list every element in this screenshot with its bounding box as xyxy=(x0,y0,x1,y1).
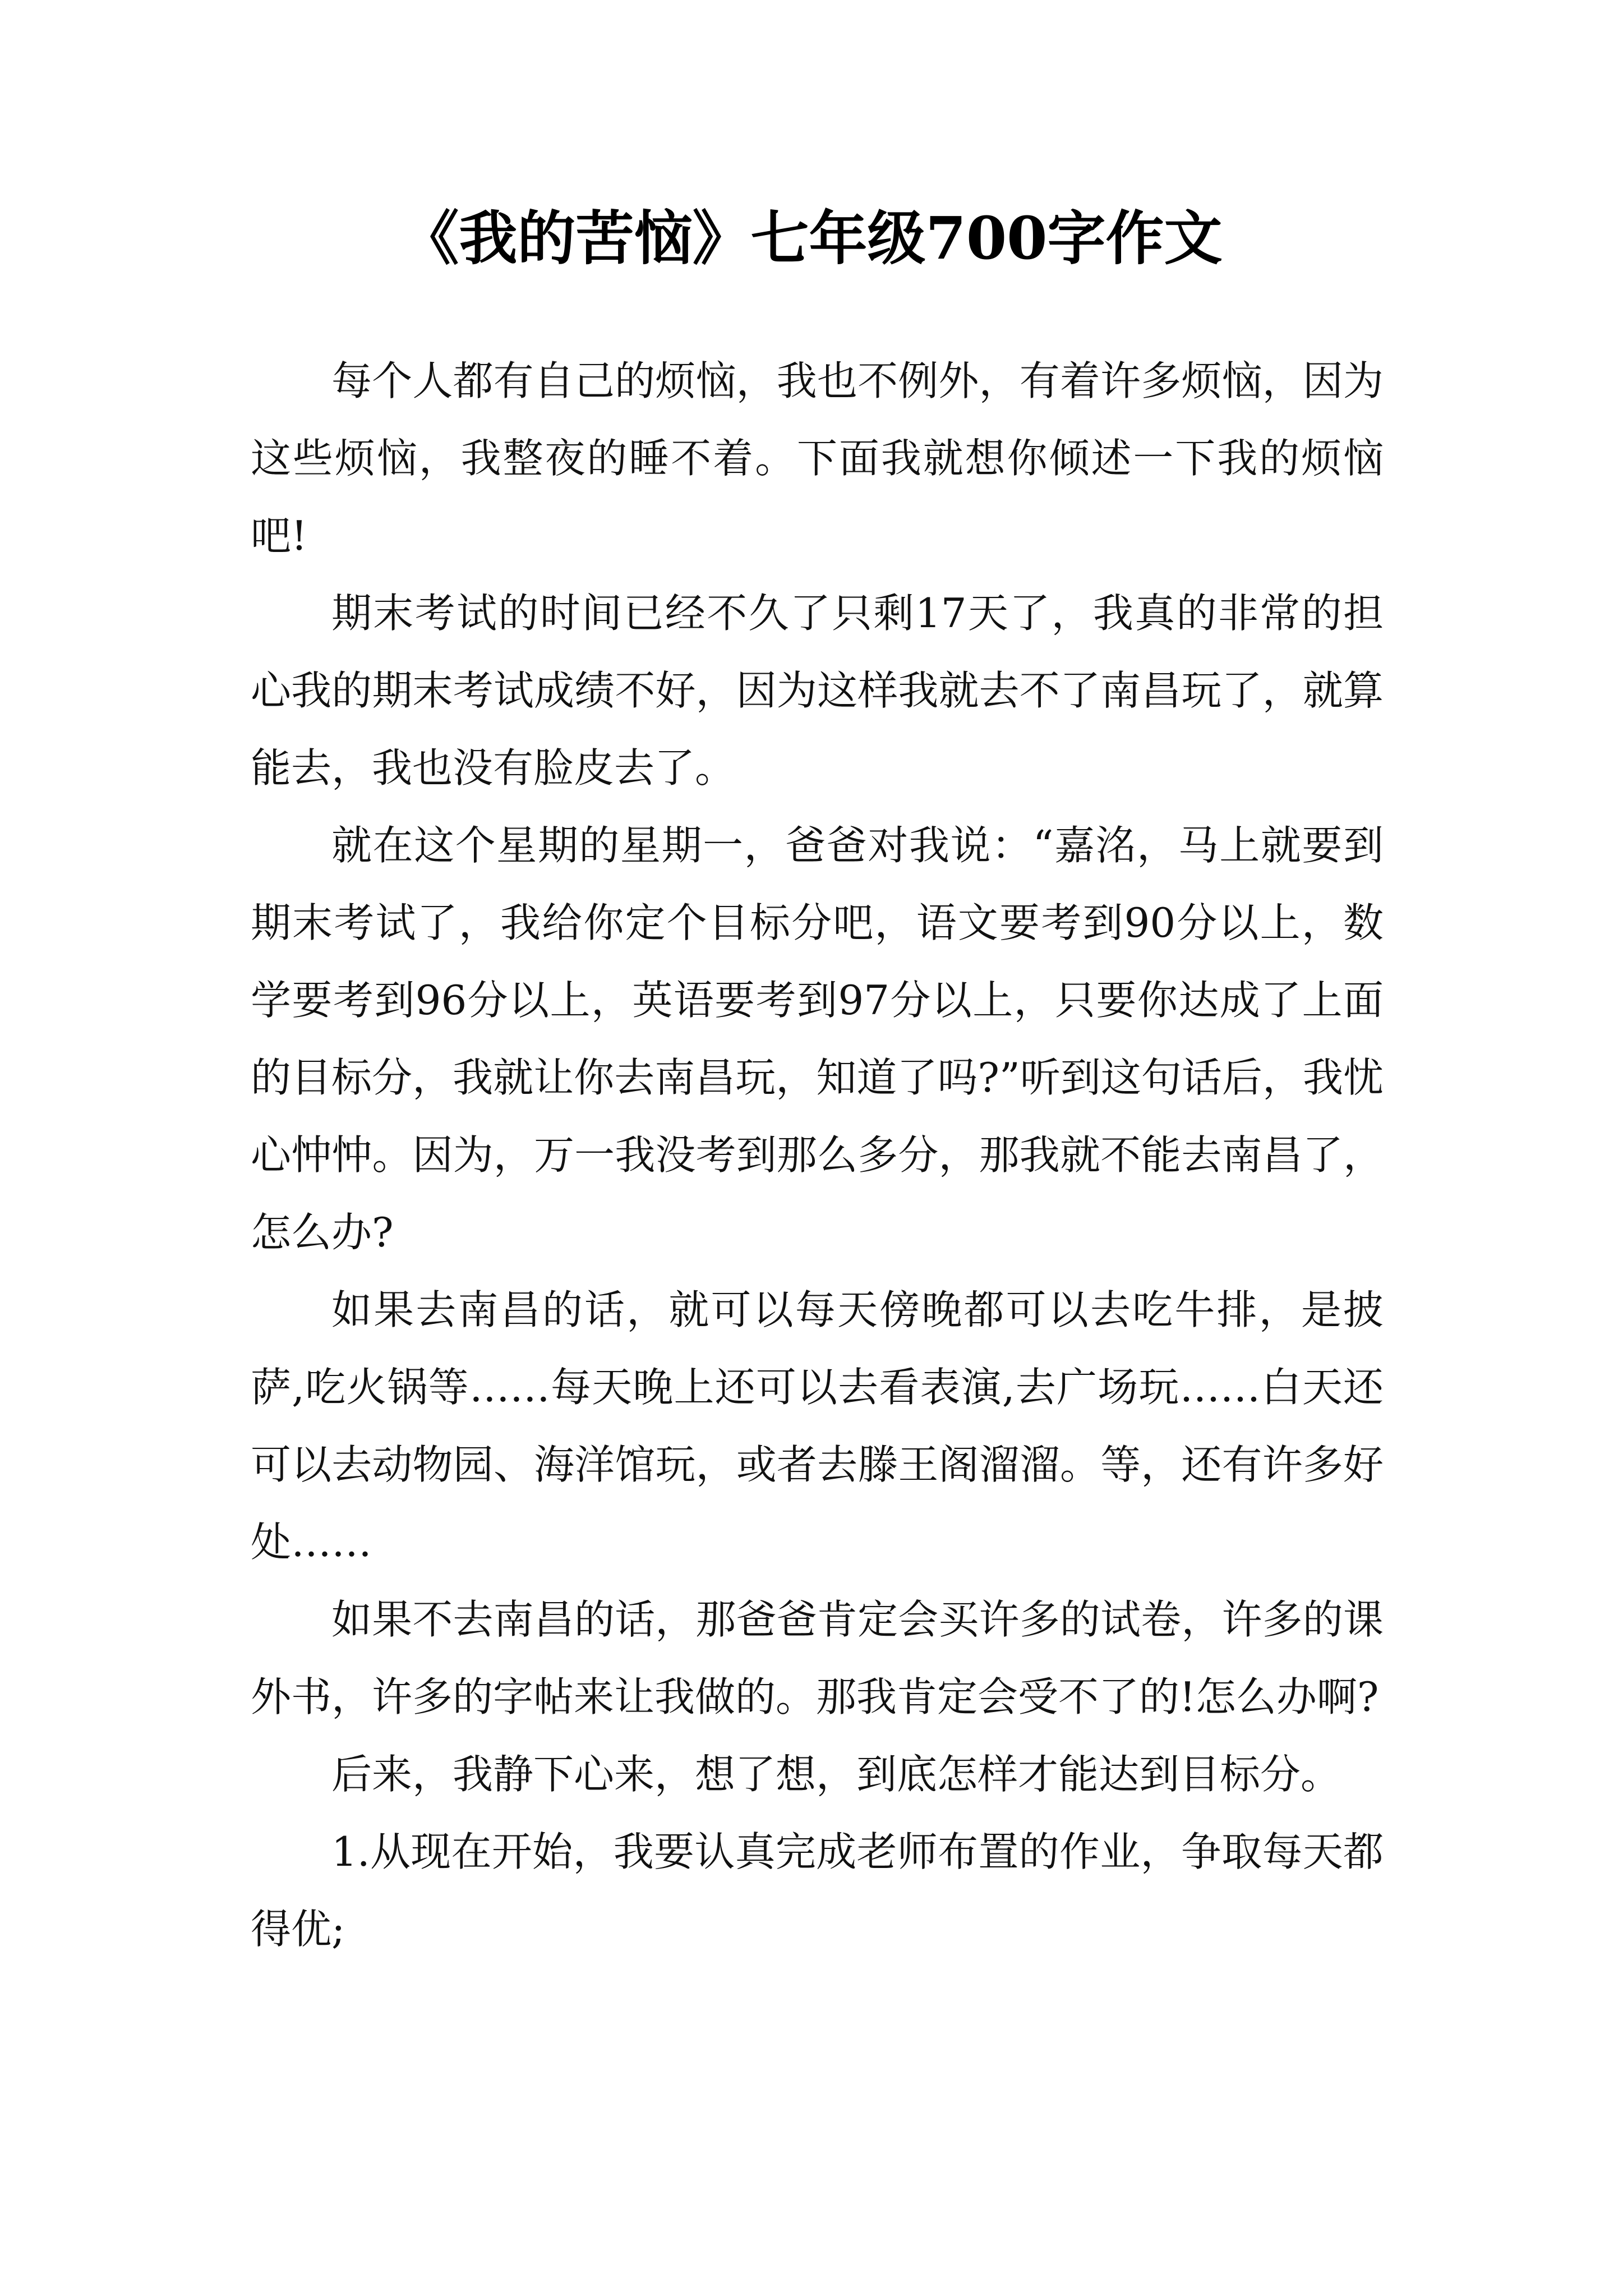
paragraph-5: 如果不去南昌的话，那爸爸肯定会买许多的试卷，许多的课外书，许多的字帖来让我做的。那我肯定会受不了的!怎么办啊? xyxy=(251,1596,1384,1720)
paragraph-2: 期末考试的时间已经不久了只剩17天了，我真的非常的担心我的期末考试成绩不好，因为这样我就去不了南昌玩了，就算能去，我也没有脸皮去了。 xyxy=(251,590,1384,792)
essay-body xyxy=(251,342,1384,1968)
document-title: 《我的苦恼》七年级700字作文 xyxy=(400,204,1223,273)
paragraph-6: 后来，我静下心来，想了想，到底怎样才能达到目标分。 xyxy=(331,1751,1341,1798)
paragraph-7: 1.从现在开始，我要认真完成老师布置的作业，争取每天都得优; xyxy=(251,1828,1384,1953)
paragraph-3: 就在这个星期的星期一，爸爸对我说：“嘉洺，马上就要到期末考试了，我给你定个目标分吧，语文要考到90分以上，数学要考到96分以上，英语要考到97分以上，只要你达成了上面的目标分，我就让你去南昌玩，知道了吗?”听到这句话后，我忧心忡忡。因为，万一我没考到那么多分，那我就不能去南昌了，怎么办? xyxy=(251,822,1384,1256)
paragraph-4: 如果去南昌的话，就可以每天傍晚都可以去吃牛排，是披萨,吃火锅等……每天晚上还可以去看表演,去广场玩……白天还可以去动物园、海洋馆玩，或者去滕王阁溜溜。等，还有许多好处…… xyxy=(251,1286,1384,1566)
paragraph-1: 每个人都有自己的烦恼，我也不例外，有着许多烦恼，因为这些烦恼，我整夜的睡不着。下面我就想你倾述一下我的烦恼吧! xyxy=(251,357,1384,559)
